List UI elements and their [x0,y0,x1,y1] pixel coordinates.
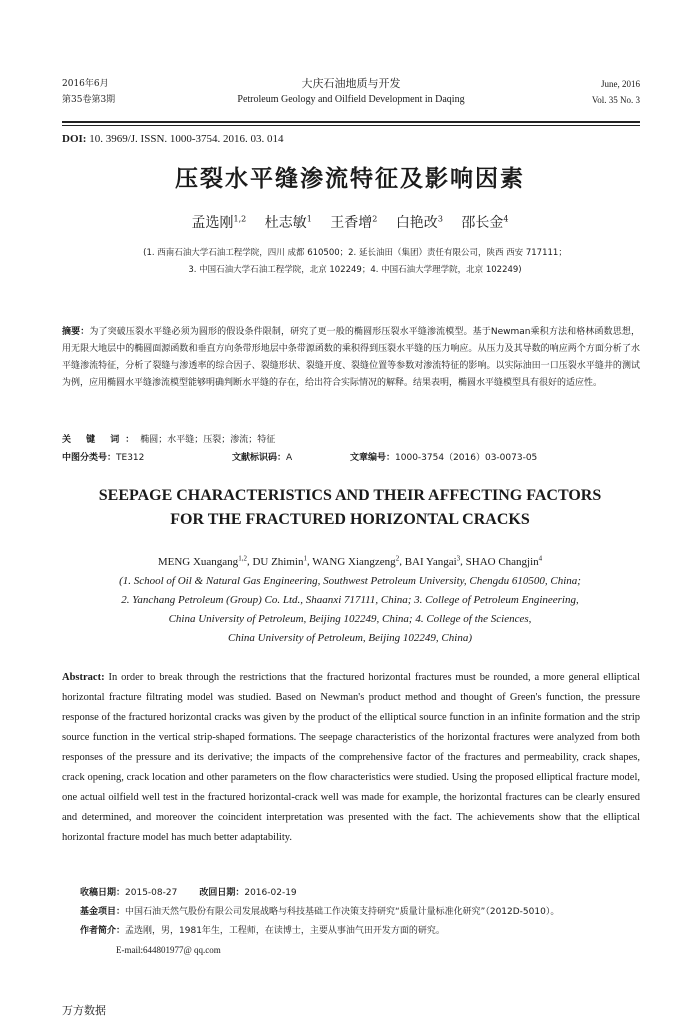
header-volume-en: Vol. 35 No. 3 [591,95,640,105]
header-rule-thin [62,125,640,126]
author-email: E-mail:644801977@ qq.com [116,945,221,955]
authors-english: MENG Xuangang$^{1,2}$, DU Zhimin$^1$, WANG Xiangzeng$^2$, BAI Yangai$^3$, SHAO Changjin$^4$ [157,554,543,568]
header-date: 2016年6月 [62,79,109,89]
author-bio-text: 孟选刚，男，1981年生，工程师，在读博士，主要从事油气田开发方面的研究。 [125,926,445,936]
affiliation-en-line-3: China University of Petroleum, Beijing 102249, China; 4. College of the Sciences, [168,613,532,625]
abstract-cn-text: 为了突破压裂水平缝必须为圆形的假设条件限制，研究了更一般的椭圆形压裂水平缝渗流模型。基于Newman乘积方法和格林函数思想，用无限大地层中的椭圆面源函数和垂直方向条带形地层中条带源函数的乘积得到压裂水平缝的压力响应。从压力及其导数的响应两个方面分析了水平缝渗流特征，分析了裂缝与渗透率的综合因子、裂缝形状、裂缝开度、裂缝位置等参数对渗流特征的影响。以实际油田一口压裂水平缝井的测试为例，应用椭圆水平缝渗流模型能够明确判断水平缝的存在，给出符合实际情况的解释。结果表明，椭圆水平缝模型具有很好的适应性。 [62,327,640,388]
title-en-line-2: FOR THE FRACTURED HORIZONTAL CRACKS [170,511,530,528]
header-volume-cn: 第35卷第3期 [62,95,116,105]
author-cn-5: 邵长金$^4$ [461,214,509,231]
abstract-chinese [62,324,640,392]
article-number: 文章编号：1000-3754（2016）03-0073-05 [350,453,538,463]
title-en-line-1: SEEPAGE CHARACTERISTICS AND THEIR AFFECTING FACTORS [98,487,602,504]
affiliation-cn-line-1: (1. 西南石油大学石油工程学院，四川 成都 610500；2. 延长油田（集团）责任有限公司，陕西 西安 717111； [143,248,567,258]
affiliations-chinese [70,245,640,279]
author-cn-4: 白艳改$^3$ [395,214,443,231]
author-en-2: DU Zhimin$^1$ [252,554,307,568]
fund-text: 中国石油天然气股份有限公司发展战略与科技基础工作决策支持研究“质量计量标准化研究”（2012D-5010）。 [125,907,560,917]
classification-line [62,450,640,463]
header-date-en: June, 2016 [601,79,640,89]
document-code: 文献标识码：A [232,453,293,463]
received-date: 2015-08-27 [125,888,178,898]
abstract-english [62,668,640,848]
abstract-cn-label: 摘要： [62,327,90,337]
revised-date: 2016-02-19 [244,888,297,898]
keywords-cn-label: 关 键 词： [62,435,141,445]
title-english [40,484,660,532]
doi-value: 10. 3969/J. ISSN. 1000-3754. 2016. 03. 014 [89,133,284,145]
affiliation-en-line-4: China University of Petroleum, Beijing 102249, China) [227,632,472,644]
doi-label: DOI: [62,133,87,145]
journal-name-cn: 大庆石油地质与开发 [301,77,401,90]
affiliation-cn-line-2: 3. 中国石油大学石油工程学院，北京 102249；4. 中国石油大学理学院，北京 102249) [188,265,522,275]
header-rule-thick [62,121,640,123]
author-cn-1: 孟选刚$^{1,2}$ [191,214,247,231]
author-cn-3: 王香增$^2$ [330,214,378,231]
dates-line: 收稿日期：2015-08-27 改回日期：2016-02-19 [80,888,297,898]
keywords-cn-text: 椭圆；水平缝；压裂；渗流；特征 [140,435,276,445]
author-en-4: BAI Yangai$^3$ [404,554,461,568]
author-cn-2: 杜志敏$^1$ [264,214,312,231]
watermark: 万方数据 [62,1004,106,1017]
doi-line [62,133,284,145]
fund-line: 基金项目：中国石油天然气股份有限公司发展战略与科技基础工作决策支持研究“质量计量标准化研究”（2012D-5010）。 [80,907,560,917]
author-en-3: WANG Xiangzeng$^2$ [312,554,400,568]
author-en-5: SHAO Changjin$^4$ [465,554,543,568]
title-chinese: 压裂水平缝渗流特征及影响因素 [175,166,525,192]
affiliation-en-line-1: (1. School of Oil & Natural Gas Engineering, Southwest Petroleum University, Chengdu 610500, China; [119,575,581,587]
journal-name-en: Petroleum Geology and Oilfield Development in Daqing [237,94,465,105]
footnotes [80,884,660,960]
affiliation-en-line-2: 2. Yanchang Petroleum (Group) Co. Ltd., Shaanxi 717111, China; 3. College of Petroleum Engineering, [121,594,579,606]
abstract-en-label: Abstract: [62,672,105,683]
header-journal [62,76,640,108]
clc-number: 中图分类号：TE312 [62,453,145,463]
keywords-chinese [62,432,640,445]
authors-chinese [0,212,700,232]
affiliations-english [50,572,650,648]
running-header [62,76,640,120]
abstract-en-text: In order to break through the restrictions that the fractured horizontal fractures must be rounded, a more general elliptical horizontal fracture filtrating model was studied. Based on Newman's product method and thought of Green's function, the pressure response of the fractured horizontal cracks was given by the product of the elliptical source function in an infinite formation and the strip source function in the vertical strip-shaped formations. The seepage characteristics of the horizontal fractures were analyzed from both responses of the pressure and its derivative; the impacts of the comprehensive factor of the fractures and permeability, crack shapes, crack opening, crack location and other parameters on the flow characteristics were studied. Using the proposed elliptical fracture model, one actual oilfield well test in the fractured horizontal-crack well was made for example, the horizontal fractures can be clearly ensured and determined, and moreover the coincident interpretation was presented with the fact. The achievements show that the elliptical horizontal fracture model has much better adaptability. [62,672,640,843]
author-en-1: MENG Xuangang$^{1,2}$ [157,554,247,568]
author-bio-line: 作者简介：孟选刚，男，1981年生，工程师，在读博士，主要从事油气田开发方面的研究。 [80,926,445,936]
header-right [592,76,640,108]
